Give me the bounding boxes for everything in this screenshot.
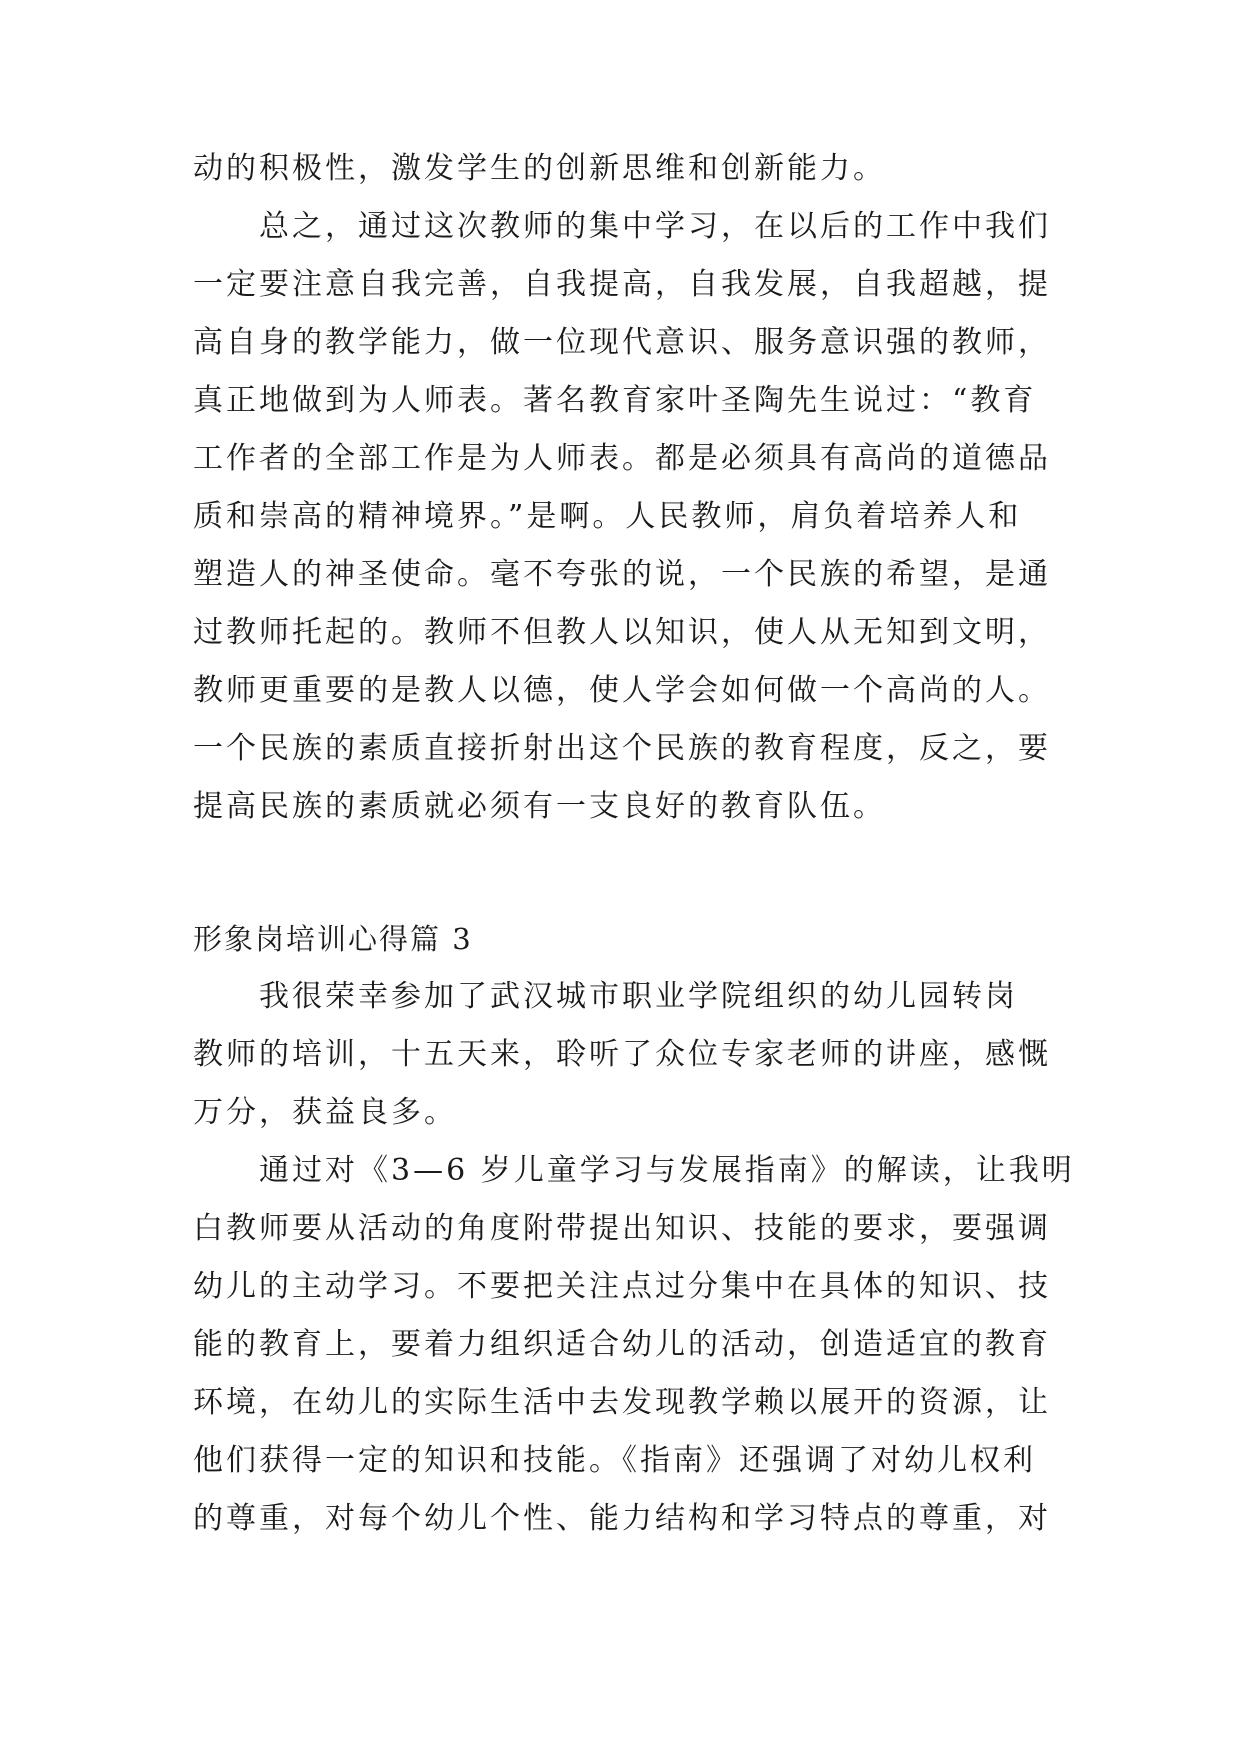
text-line: 总之，通过这次教师的集中学习，在以后的工作中我们: [259, 209, 1051, 244]
text-line: 教师更重要的是教人以德，使人学会如何做一个高尚的人。: [193, 673, 1051, 708]
text-line: 能的教育上，要着力组织适合幼儿的活动，创造适宜的教育: [193, 1327, 1051, 1362]
text-line: 幼儿的主动学习。不要把关注点过分集中在具体的知识、技: [193, 1269, 1051, 1304]
text-line: 一个民族的素质直接折射出这个民族的教育程度，反之，要: [193, 731, 1051, 766]
text-line: 他们获得一定的知识和技能。《指南》还强调了对幼儿权利: [193, 1443, 1036, 1478]
text-line: 通过对《3—6 岁儿童学习与发展指南》的解读，让我明: [259, 1153, 1075, 1188]
text-line: 白教师要从活动的角度附带提出知识、技能的要求，要强调: [193, 1211, 1051, 1246]
section-2-body: [193, 968, 1073, 1548]
text-line: 高自身的教学能力，做一位现代意识、服务意识强的教师，: [193, 325, 1051, 360]
section-heading: 形象岗培训心得篇 3: [193, 922, 473, 956]
text-line: 教师的培训，十五天来，聆听了众位专家老师的讲座，感慨: [193, 1037, 1051, 1072]
text-line: 真正地做到为人师表。著名教育家叶圣陶先生说过：“教育: [193, 383, 1037, 418]
text-line: 过教师托起的。教师不但教人以知识，使人从无知到文明，: [193, 615, 1051, 650]
text-line: 塑造人的神圣使命。毫不夸张的说，一个民族的希望，是通: [193, 557, 1051, 592]
text-line: 提高民族的素质就必须有一支良好的教育队伍。: [193, 789, 886, 824]
text-line: 工作者的全部工作是为人师表。都是必须具有高尚的道德品: [193, 441, 1051, 476]
text-line: 万分，获益良多。: [193, 1095, 457, 1130]
text-line: 质和崇高的精神境界。”是啊。人民教师，肩负着培养人和: [193, 499, 1022, 534]
text-line: 动的积极性，激发学生的创新思维和创新能力。: [193, 151, 886, 186]
text-line: 的尊重，对每个幼儿个性、能力结构和学习特点的尊重，对: [193, 1501, 1051, 1536]
text-line: 环境，在幼儿的实际生活中去发现教学赖以展开的资源，让: [193, 1385, 1051, 1420]
section-1-body: [193, 140, 1073, 836]
text-line: 我很荣幸参加了武汉城市职业学院组织的幼儿园转岗: [259, 979, 1018, 1014]
text-line: 一定要注意自我完善，自我提高，自我发展，自我超越，提: [193, 267, 1051, 302]
